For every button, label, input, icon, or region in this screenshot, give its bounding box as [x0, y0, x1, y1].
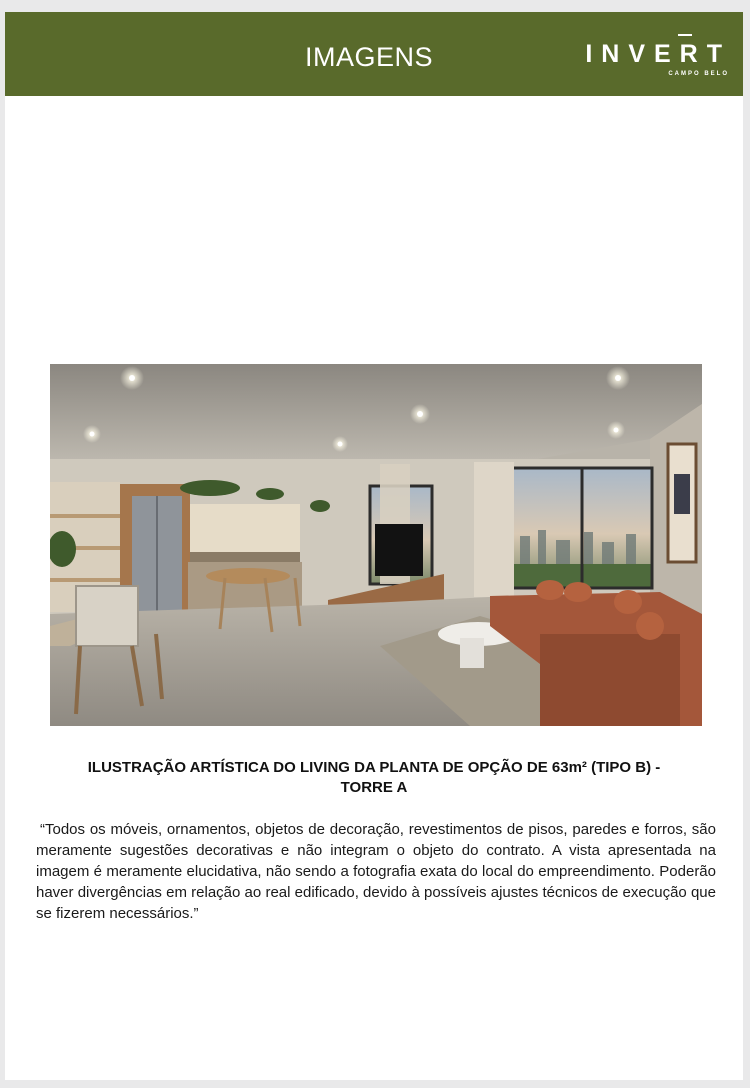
logo-wordmark: INVERT — [585, 40, 731, 68]
image-caption — [25, 758, 723, 798]
living-room-rendering-image — [50, 364, 702, 726]
disclaimer-text: “Todos os móveis, ornamentos, objetos de decoração, revestimentos de pisos, paredes e forros, são meramente sugestões decorativas e não integram o objeto do contrato. A vista apresentada na imagem é meramente elucidativa, não sendo a fotografia exata do local do empreendimento. Poderão haver divergências em relação ao real edificado, devido à possíveis ajustes técnicos de execução que se fizerem necessários.” — [36, 821, 716, 922]
brand-logo — [571, 40, 731, 84]
logo-accent-bar — [678, 34, 692, 36]
document-page — [5, 12, 743, 1080]
caption-line-2: TORRE A — [340, 779, 408, 796]
header-bar — [5, 12, 743, 96]
page-title: IMAGENS — [304, 42, 434, 72]
logo-subtext: CAMPO BELO — [668, 71, 729, 77]
caption-line-1: ILUSTRAÇÃO ARTÍSTICA DO LIVING DA PLANTA DE OPÇÃO DE 63m² (TIPO B) - — [87, 759, 661, 776]
